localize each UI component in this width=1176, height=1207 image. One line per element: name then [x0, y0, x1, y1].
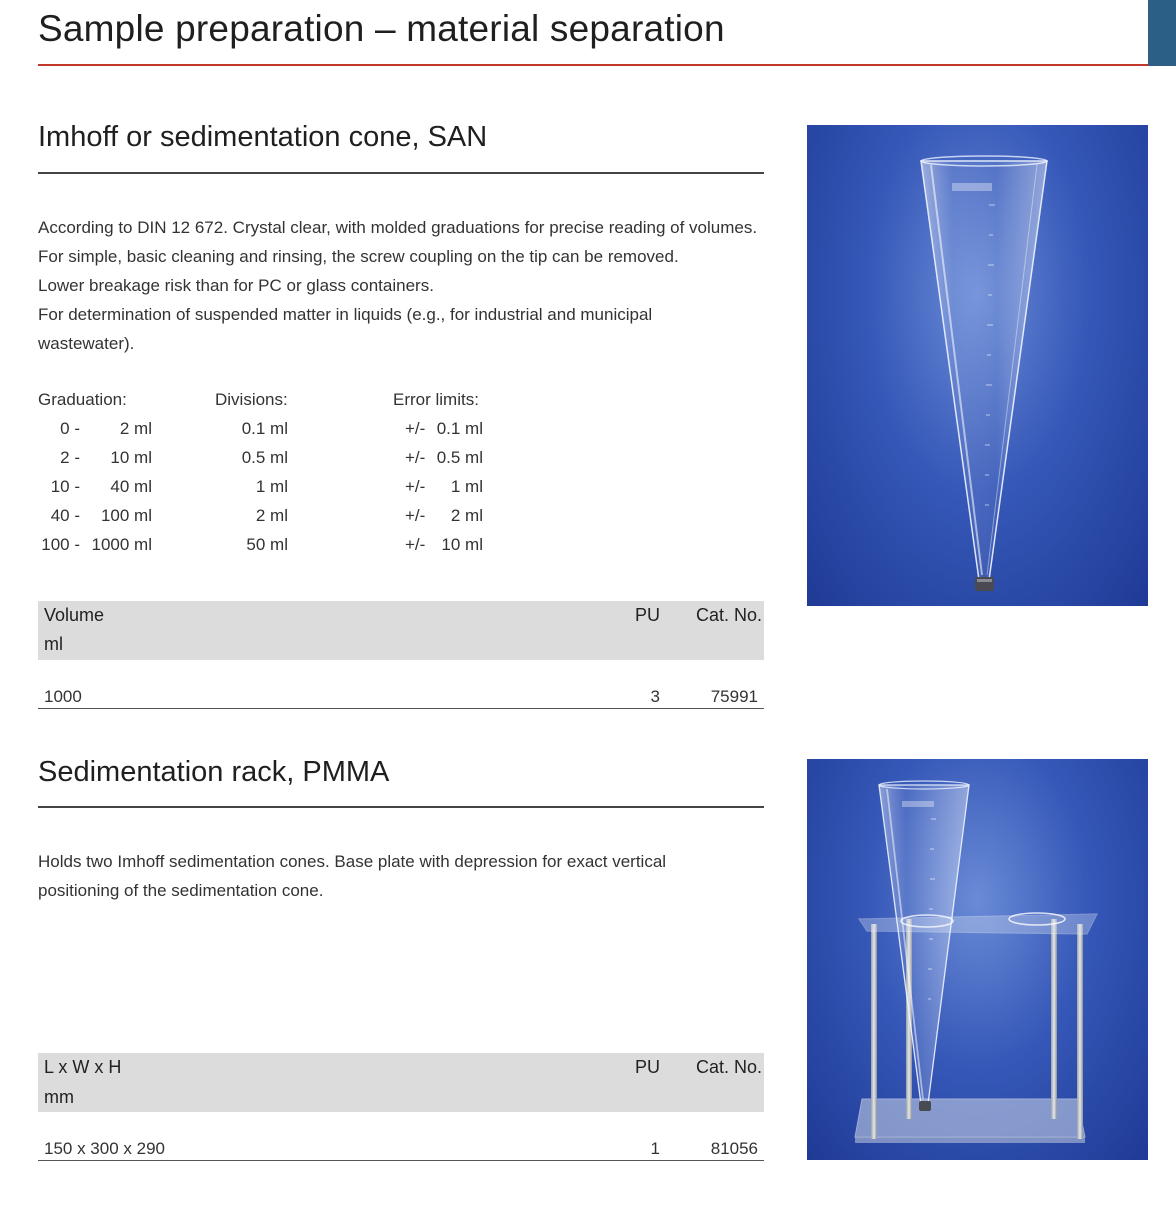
division-value: 1 ml	[255, 477, 288, 496]
rack-desc-line: Holds two Imhoff sedimentation cones. Base plate with depression for exact vertical positioning of the sedimentation cone.	[38, 852, 667, 900]
error-sign: +/-	[405, 448, 426, 467]
graduation-to: 40 ml	[110, 477, 152, 496]
error-value: 0.1 ml	[436, 419, 483, 438]
pu-value: 3	[650, 687, 660, 706]
error-sign: +/-	[405, 419, 426, 438]
graduation-to: 100 ml	[100, 506, 152, 525]
volume-unit: ml	[44, 634, 63, 654]
division-value: 0.1 ml	[241, 419, 288, 438]
page-title: Sample preparation – material separation	[38, 8, 725, 49]
rack-table-row-divider	[38, 1160, 764, 1161]
graduation-from: 100 -	[41, 535, 80, 554]
graduation-to: 1000 ml	[91, 535, 152, 554]
division-value: 2 ml	[255, 506, 288, 525]
cone-section-title: Imhoff or sedimentation cone, SAN	[38, 121, 488, 153]
cone-desc-line: According to DIN 12 672. Crystal clear, with molded graduations for precise reading of volumes.	[38, 218, 758, 237]
rack-section-title: Sedimentation rack, PMMA	[38, 756, 390, 788]
division-value: 0.5 ml	[241, 448, 288, 467]
dimensions-unit: mm	[44, 1087, 74, 1107]
sedimentation-rack-image	[807, 759, 1148, 1160]
cone-description	[38, 213, 778, 358]
error-value: 2 ml	[450, 506, 483, 525]
graduation-from: 2 -	[60, 448, 80, 467]
cat-no-header: Cat. No.	[695, 1057, 762, 1077]
cone-desc-line: Lower breakage risk than for PC or glass containers.	[38, 276, 434, 295]
pu-header: PU	[634, 605, 660, 625]
title-divider	[38, 64, 1148, 66]
cone-table-row-divider	[38, 708, 764, 709]
error-value: 10 ml	[441, 535, 483, 554]
graduation-from: 40 -	[50, 506, 80, 525]
cat-no-value: 75991	[710, 687, 758, 706]
dimensions-value: 150 x 300 x 290	[44, 1139, 165, 1158]
pu-header: PU	[634, 1057, 660, 1077]
graduation-label: Graduation:	[38, 390, 127, 409]
dimensions-header: L x W x H	[44, 1057, 122, 1077]
error-sign: +/-	[405, 477, 426, 496]
graduation-from: 10 -	[50, 477, 80, 496]
cone-section-divider	[38, 172, 764, 174]
rack-description	[38, 847, 728, 905]
divisions-label: Divisions:	[215, 390, 288, 409]
volume-header: Volume	[44, 605, 105, 625]
cone-desc-line: For simple, basic cleaning and rinsing, the screw coupling on the tip can be removed.	[38, 247, 679, 266]
graduation-to: 2 ml	[119, 419, 152, 438]
error-sign: +/-	[405, 506, 426, 525]
graduation-from: 0 -	[60, 419, 80, 438]
graduation-to: 10 ml	[110, 448, 152, 467]
error-limits-label: Error limits:	[393, 390, 479, 409]
rack-section-divider	[38, 806, 764, 808]
cone-desc-line: For determination of suspended matter in liquids (e.g., for industrial and municipal wastewater).	[38, 305, 653, 353]
volume-value: 1000	[44, 687, 82, 706]
cat-no-header: Cat. No.	[695, 605, 762, 625]
imhoff-cone-image	[807, 125, 1148, 606]
corner-tab	[1148, 0, 1176, 66]
error-sign: +/-	[405, 535, 426, 554]
cat-no-value: 81056	[710, 1139, 758, 1158]
pu-value: 1	[650, 1139, 660, 1158]
error-value: 0.5 ml	[436, 448, 483, 467]
error-value: 1 ml	[450, 477, 483, 496]
division-value: 50 ml	[246, 535, 288, 554]
